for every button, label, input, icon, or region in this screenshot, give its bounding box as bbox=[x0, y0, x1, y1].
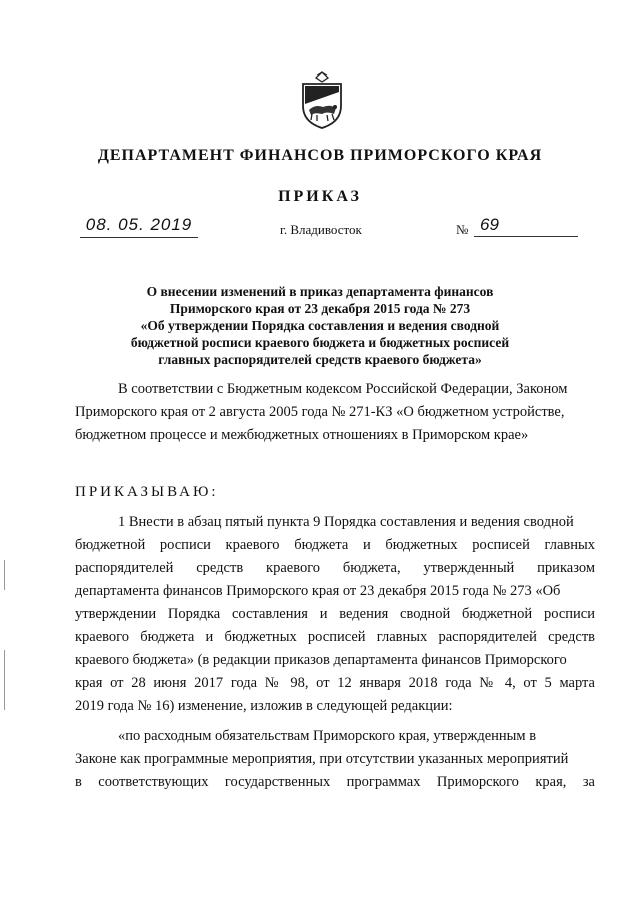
quote-line: «по расходным обязательствам Приморского края, утвержденным в bbox=[118, 728, 537, 744]
order-title bbox=[100, 283, 540, 368]
scan-margin-mark bbox=[4, 560, 5, 590]
title-line: «Об утверждении Порядка составления и ведения сводной bbox=[140, 318, 500, 333]
orders-heading: ПРИКАЗЫВАЮ: bbox=[75, 484, 219, 500]
item-line: 1 Внести в абзац пятый пункта 9 Порядка составления и ведения сводной bbox=[118, 514, 574, 530]
item-line: бюджетной росписи краевого бюджета и бюджетных росписей главных bbox=[75, 537, 595, 553]
department-name: ДЕПАРТАМЕНТ ФИНАНСОВ ПРИМОРСКОГО КРАЯ bbox=[97, 147, 543, 164]
quote-line: в соответствующих государственных программах Приморского края, за bbox=[75, 774, 595, 790]
item-line: департамента финансов Приморского края от 23 декабря 2015 года № 273 «Об bbox=[75, 583, 561, 599]
title-line: О внесении изменений в приказ департамента финансов bbox=[146, 284, 494, 299]
city-name: г. Владивосток bbox=[280, 222, 362, 237]
coat-of-arms-emblem bbox=[297, 70, 347, 130]
order-date: 08. 05. 2019 bbox=[80, 215, 198, 238]
title-line: главных распорядителей средств краевого бюджета» bbox=[158, 352, 482, 367]
item-line: края от 28 июня 2017 года № 98, от 12 января 2018 года № 4, от 5 марта bbox=[75, 675, 595, 691]
order-number: 69 bbox=[474, 215, 578, 237]
preamble-line: В соответствии с Бюджетным кодексом Российской Федерации, Законом bbox=[118, 381, 568, 397]
preamble-line: Приморского края от 2 августа 2005 года № 271-КЗ «О бюджетном устройстве, bbox=[75, 404, 565, 420]
document-type: ПРИКАЗ bbox=[278, 188, 362, 205]
quote-paragraph bbox=[75, 725, 595, 794]
item-line: утверждении Порядка составления и ведения сводной бюджетной росписи bbox=[75, 606, 595, 622]
scan-margin-mark bbox=[4, 650, 5, 710]
item-line: краевого бюджета и бюджетных росписей главных распорядителей средств bbox=[75, 629, 595, 645]
title-line: Приморского края от 23 декабря 2015 года № 273 bbox=[169, 301, 471, 316]
quote-line: Законе как программные мероприятия, при отсутствии указанных мероприятий bbox=[75, 751, 569, 767]
item-line: 2019 года № 16) изменение, изложив в следующей редакции: bbox=[75, 698, 453, 714]
title-line: бюджетной росписи краевого бюджета и бюджетных росписей bbox=[130, 335, 510, 350]
item-line: распорядителей средств краевого бюджета, утвержденный приказом bbox=[75, 560, 595, 576]
preamble-paragraph bbox=[75, 378, 595, 447]
item-1-paragraph bbox=[75, 511, 595, 718]
number-sign: № bbox=[456, 222, 469, 237]
preamble-line: бюджетном процессе и межбюджетных отношениях в Приморском крае» bbox=[75, 427, 529, 443]
item-line: краевого бюджета» (в редакции приказов департамента финансов Приморского bbox=[75, 652, 567, 668]
